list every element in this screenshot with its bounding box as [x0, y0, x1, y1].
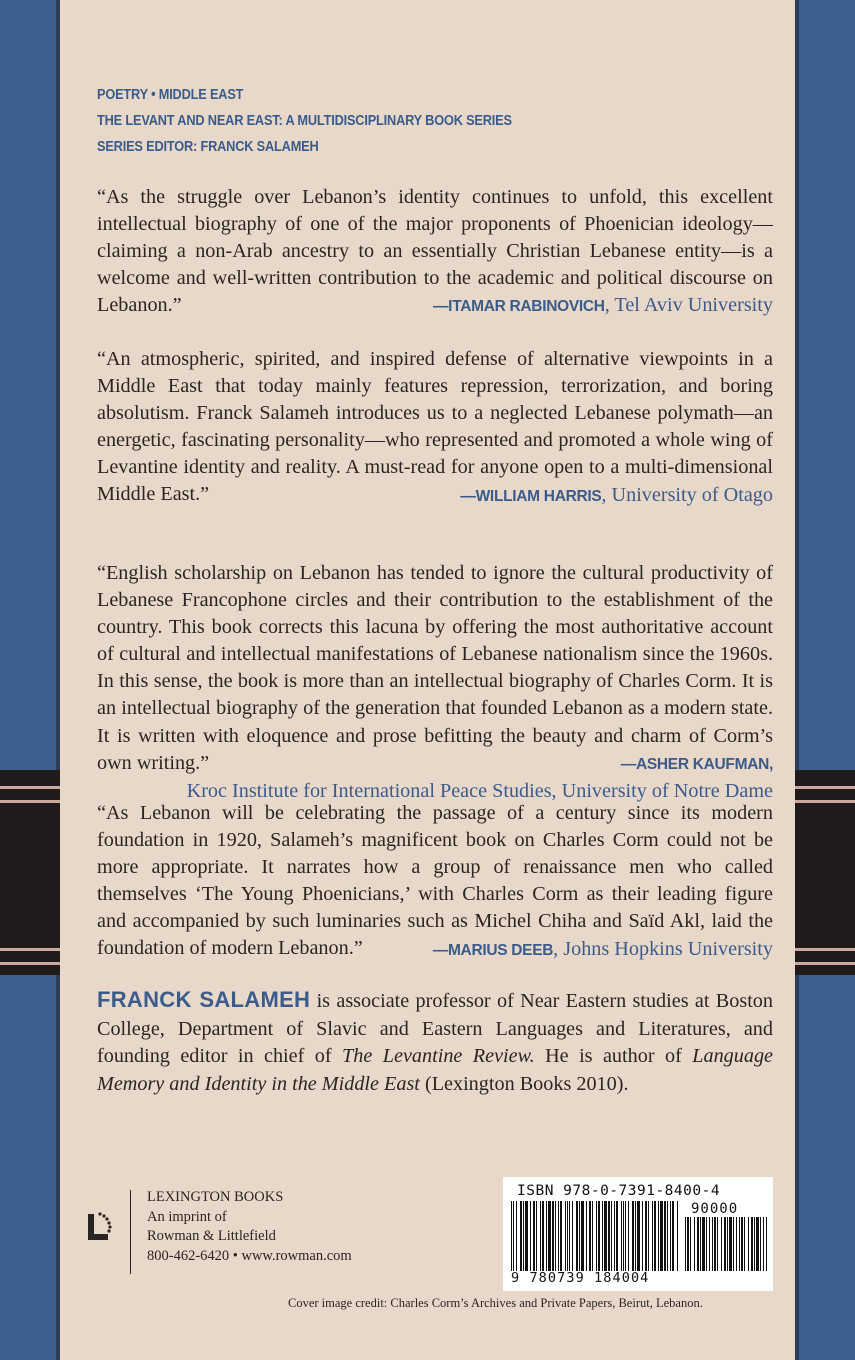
isbn-number: ISBN 978-0-7391-8400-4 [517, 1183, 721, 1199]
blurb-text: “English scholarship on Lebanon has tended to ignore the cultural productivity of Lebanese Francophone circles and their contribution to the establishment of the country. This book corrects this lacuna by offering the most authoritative account of cultural and intellectual manifestations of Lebanese nationalism since the 1960s. In this sense, the book is more than an intellectual biography of Charles Corm. It is an intellectual biography of the generation that founded Lebanon as a modern state. It is written with eloquence and prose befitting the beauty and charm of Corm’s own writing.” [97, 562, 773, 774]
right-stripe-top [795, 786, 855, 789]
blurb-text: “As Lebanon will be celebrating the passage of a century since its modern foundation in 1920, Salameh’s magnificent book on Charles Corm could not be more appropriate. It narrates how a group of renaissance men who called themselves ‘The Young Phoenicians,’ with Charles Corm as their leading figure and accompanied by such luminaries such as Michel Chiha and Saïd Akl, laid the foundation of modern Lebanon.” [97, 802, 773, 960]
journal-title: The Levantine Review. [342, 1045, 535, 1068]
endorser-institution: , Tel Aviv University [604, 294, 773, 317]
barcode-bar [658, 1201, 659, 1271]
barcode-bar [672, 1201, 674, 1271]
barcode-bar [558, 1201, 559, 1271]
barcode-bar [536, 1201, 537, 1271]
barcode-bars [511, 1201, 678, 1271]
publisher-imprint: An imprint of [147, 1208, 227, 1225]
barcode-bar [756, 1217, 759, 1271]
publisher-logo-icon [86, 1208, 120, 1242]
endorser-name: —WILLIAM HARRIS [460, 487, 602, 505]
blurb-attribution [97, 292, 773, 320]
publisher-divider [130, 1190, 131, 1274]
left-stripe-top-2 [0, 800, 60, 803]
book-title: Language Memory and Identity in the Middle East [97, 1045, 773, 1095]
barcode-addon-bars [685, 1217, 767, 1271]
barcode-bar [614, 1201, 615, 1271]
barcode-bar [625, 1201, 626, 1271]
barcode-bar [611, 1201, 612, 1271]
barcode-bar [714, 1217, 716, 1271]
barcode-bar [616, 1201, 618, 1271]
barcode-bar [702, 1217, 705, 1271]
barcode-bar [664, 1201, 666, 1271]
barcode-bar [572, 1201, 573, 1271]
barcode-bar [748, 1217, 749, 1271]
left-stripe-bottom [0, 948, 60, 951]
barcode-bar [751, 1217, 753, 1271]
endorser-institution: , Johns Hopkins University [553, 937, 773, 960]
barcode-bar [763, 1217, 764, 1271]
barcode-bar [741, 1217, 743, 1271]
barcode-bar [567, 1201, 568, 1271]
barcode-bar [592, 1201, 593, 1271]
barcode-bar [642, 1201, 643, 1271]
bio-text-2: He is author of [534, 1045, 693, 1068]
barcode-bar [530, 1201, 531, 1271]
barcode-bar [697, 1217, 699, 1271]
barcode-bar [628, 1201, 629, 1271]
barcode-bar [700, 1217, 701, 1271]
publisher-info [147, 1188, 352, 1266]
barcode-bar [660, 1201, 663, 1271]
barcode-bar [744, 1217, 745, 1271]
publisher-contact: 800-462-6420 • www.rowman.com [147, 1247, 352, 1264]
price-addon-number: 90000 [691, 1201, 739, 1217]
barcode-bar [548, 1201, 551, 1271]
category-line: POETRY • MIDDLE EAST [97, 87, 244, 103]
barcode-bar [754, 1217, 755, 1271]
barcode-bar [579, 1201, 580, 1271]
endorser-institution: , University of Otago [601, 483, 773, 506]
blurb-text: “As the struggle over Lebanon’s identity continues to unfold, this excellent intellectual biography of one of the major proponents of Phoenician ideology—claiming a non-Arab ancestry to an essentially Christian Lebanese entity—is a welcome and well-written contribution to the academic and political discourse on Lebanon.” [97, 186, 773, 317]
endorser-institution: Kroc Institute for International Peace Studies, University of Notre Dame [186, 779, 773, 802]
barcode-bar [569, 1201, 570, 1271]
barcode-bar [632, 1201, 634, 1271]
publisher-name: LEXINGTON BOOKS [147, 1189, 284, 1205]
barcode-bar [733, 1217, 734, 1271]
barcode-bar [540, 1201, 541, 1271]
endorser-name: —ITAMAR RABINOVICH [432, 298, 605, 316]
barcode-bar [687, 1217, 689, 1271]
publisher-parent: Rowman & Littlefield [147, 1228, 276, 1244]
barcode-bar [523, 1201, 524, 1271]
series-header [97, 82, 512, 160]
blurb-1 [97, 184, 773, 321]
right-stripe-bottom-2 [795, 962, 855, 965]
right-border [795, 0, 855, 1360]
author-name: FRANCK SALAMEH [97, 987, 311, 1012]
barcode-bar [555, 1201, 556, 1271]
barcode-bar [685, 1217, 686, 1271]
barcode-box [503, 1177, 773, 1291]
barcode-bar [576, 1201, 578, 1271]
barcode-bar [602, 1201, 603, 1271]
cover-image-credit: Cover image credit: Charles Corm’s Archives and Private Papers, Beirut, Lebanon. [288, 1296, 703, 1310]
bio-text-1: is associate professor of Near Eastern studies at Boston College, Department of Slavic and Eastern Languages and Literatures, and founding editor in chief of [97, 990, 773, 1068]
blurb-text: “An atmospheric, spirited, and inspired defense of alternative viewpoints in a Middle East that today mainly features repression, terrorization, and boring absolutism. Franck Salameh introduces us to a neglected Lebanese polymath—an energetic, fascinating personality—who represented and promoted a whole wing of Levantine identity and reality. A must-read for anyone open to a multi-dimensional Middle East.” [97, 348, 773, 506]
barcode-bar [513, 1201, 514, 1271]
barcode-bar [690, 1217, 691, 1271]
barcode-bar [596, 1201, 597, 1271]
barcode-bar [623, 1201, 624, 1271]
barcode-bar [677, 1201, 678, 1271]
blurb-4 [97, 800, 773, 964]
left-border [0, 0, 60, 1360]
barcode-bar [635, 1201, 636, 1271]
barcode-bar [712, 1217, 713, 1271]
barcode-bar [598, 1201, 600, 1271]
barcode-bar [727, 1217, 728, 1271]
endorser-name: —ASHER KAUFMAN, [620, 755, 773, 773]
blurb-3 [97, 560, 773, 805]
barcode-bar [542, 1201, 544, 1271]
left-stripe-bottom-2 [0, 962, 60, 965]
barcode-bar [721, 1217, 722, 1271]
right-stripe-bottom [795, 948, 855, 951]
barcode-bar [608, 1201, 610, 1271]
barcode-bar [533, 1201, 535, 1271]
barcode-bar [739, 1217, 740, 1271]
barcode-bar [565, 1201, 566, 1271]
barcode-bar [520, 1201, 522, 1271]
barcode-bar [560, 1201, 562, 1271]
barcode-bar [621, 1201, 622, 1271]
right-stripe-top-2 [795, 800, 855, 803]
endorser-name: —MARIUS DEEB [432, 941, 554, 959]
bio-text-3: (Lexington Books 2010). [419, 1072, 629, 1095]
barcode-bar [652, 1201, 653, 1271]
barcode-bar [667, 1201, 668, 1271]
barcode-bar [648, 1201, 649, 1271]
barcode-bar [546, 1201, 547, 1271]
barcode-bar [709, 1217, 710, 1271]
barcode-bar [670, 1201, 671, 1271]
barcode-bar [724, 1217, 726, 1271]
barcode-bar [694, 1217, 695, 1271]
barcode-bar [552, 1201, 554, 1271]
barcode-bar [516, 1201, 517, 1271]
barcode-bar [589, 1201, 591, 1271]
editor-line: SERIES EDITOR: FRANCK SALAMEH [97, 139, 319, 155]
barcode-bar [706, 1217, 707, 1271]
barcode-bar [736, 1217, 737, 1271]
barcode-digits: 9 780739 184004 [511, 1270, 650, 1286]
barcode-bar [717, 1217, 718, 1271]
left-stripe-top [0, 786, 60, 789]
blurb-2 [97, 346, 773, 510]
barcode-bar [525, 1201, 528, 1271]
barcode-bar [604, 1201, 607, 1271]
series-line: THE LEVANT AND NEAR EAST: A MULTIDISCIPLINARY BOOK SERIES [97, 113, 512, 129]
barcode-bar [766, 1217, 767, 1271]
barcode-bar [645, 1201, 647, 1271]
author-bio [97, 986, 773, 1098]
barcode-bar [760, 1217, 761, 1271]
barcode-bar [581, 1201, 584, 1271]
barcode-bar [654, 1201, 656, 1271]
barcode-bar [637, 1201, 640, 1271]
barcode-bar [511, 1201, 512, 1271]
barcode-bar [729, 1217, 732, 1271]
barcode-bar [586, 1201, 587, 1271]
